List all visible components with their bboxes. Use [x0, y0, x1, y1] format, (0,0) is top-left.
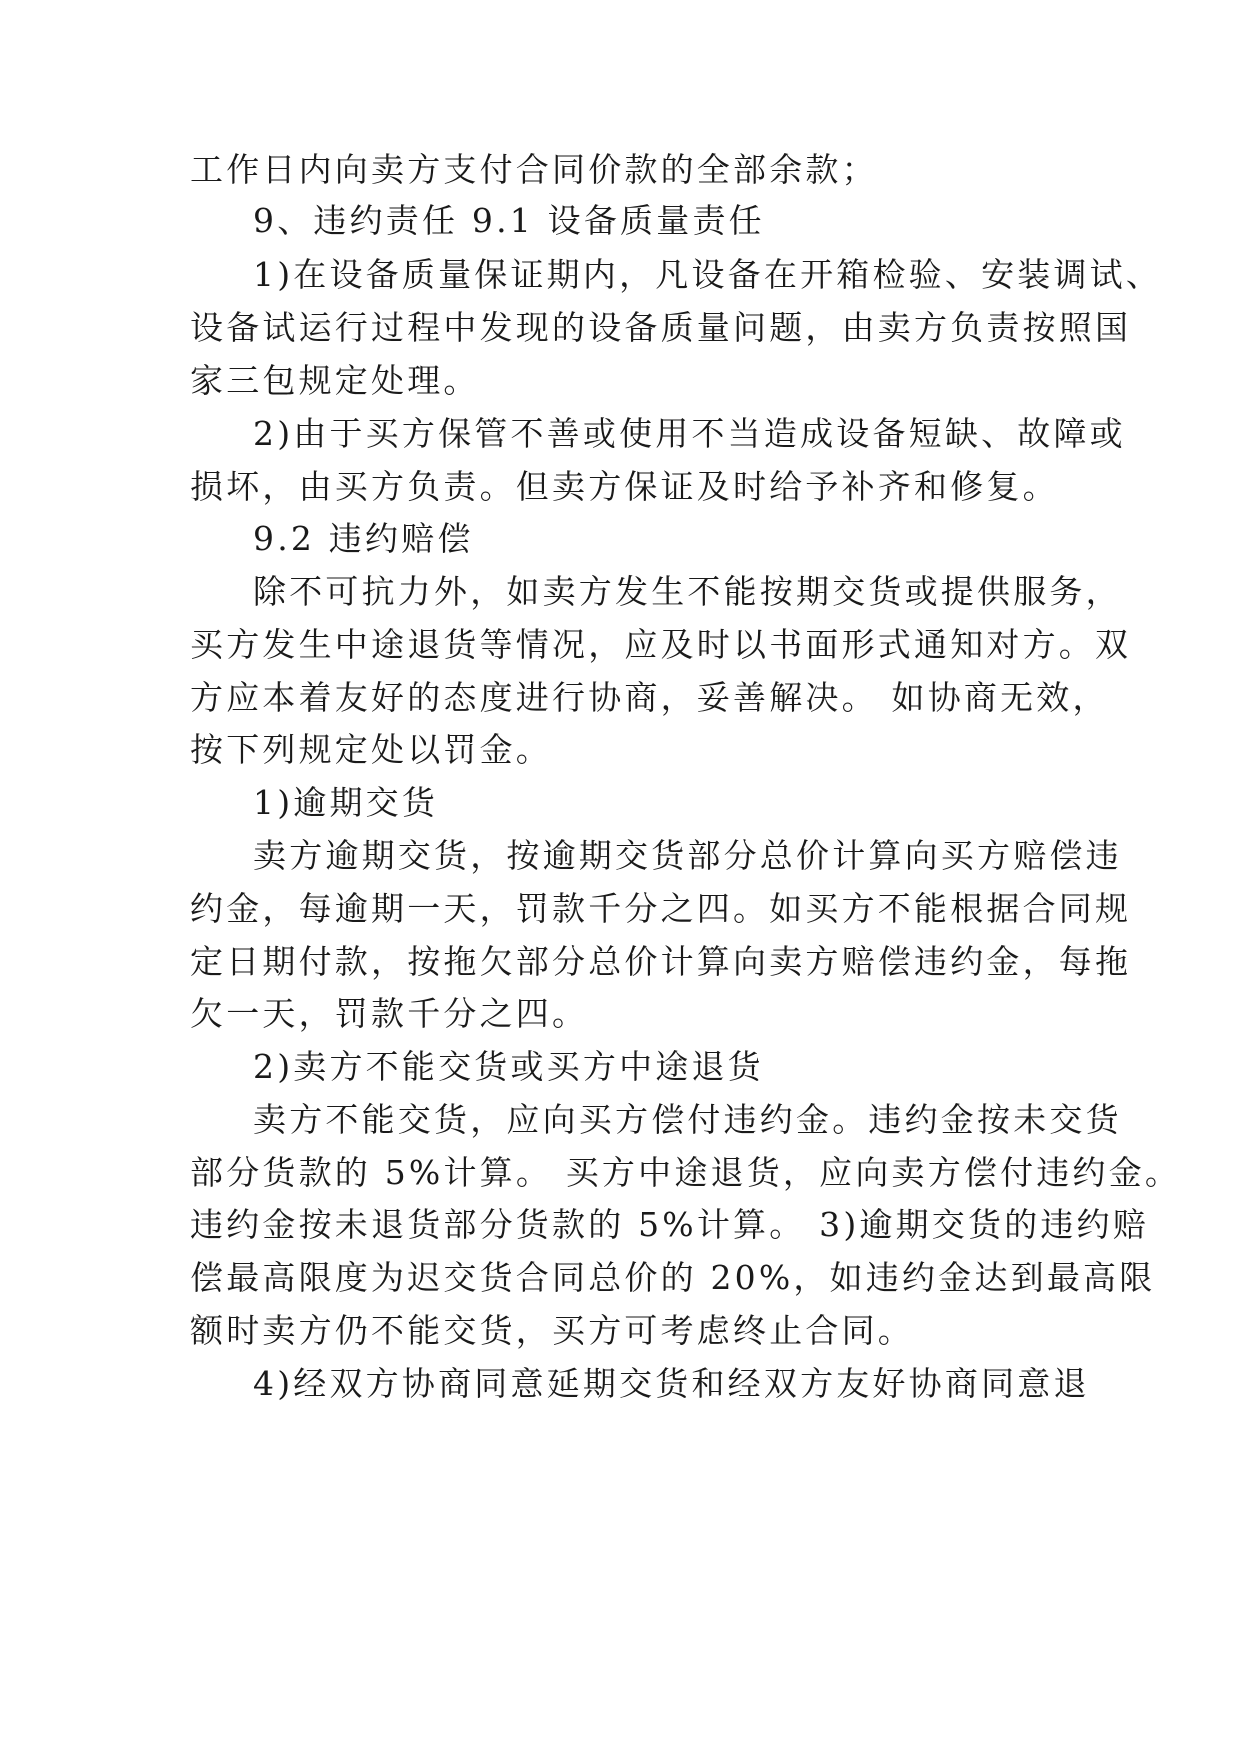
text-line-23: 额时卖方仍不能交货，买方可考虑终止合同。	[190, 1311, 914, 1350]
text-line-10: 买方发生中途退货等情况，应及时以书面形式通知对方。双	[190, 625, 1132, 664]
text-line-3: 1)在设备质量保证期内，凡设备在开箱检验、安装调试、	[253, 255, 1163, 294]
sub-heading-no-delivery: 2)卖方不能交货或买方中途退货	[253, 1047, 764, 1086]
text-line-12: 按下列规定处以罚金。	[190, 730, 552, 769]
text-line-6: 2)由于买方保管不善或使用不当造成设备短缺、故障或	[253, 414, 1126, 453]
text-line-5: 家三包规定处理。	[190, 361, 480, 400]
text-line-20: 部分货款的 5%计算。 买方中途退货，应向卖方偿付违约金。	[190, 1153, 1182, 1192]
text-line-9: 除不可抗力外，如卖方发生不能按期交货或提供服务，	[253, 572, 1122, 611]
text-line-16: 定日期付款，按拖欠部分总价计算向卖方赔偿违约金，每拖	[190, 942, 1132, 981]
text-line-17: 欠一天，罚款千分之四。	[190, 994, 589, 1033]
text-line-11: 方应本着友好的态度进行协商，妥善解决。 如协商无效，	[190, 678, 1109, 717]
text-line-14: 卖方逾期交货，按逾期交货部分总价计算向买方赔偿违	[253, 836, 1122, 875]
text-line-4: 设备试运行过程中发现的设备质量问题，由卖方负责按照国	[190, 308, 1132, 347]
text-line-22: 偿最高限度为迟交货合同总价的 20%，如违约金达到最高限	[190, 1258, 1156, 1297]
text-line-19: 卖方不能交货，应向买方偿付违约金。违约金按未交货	[253, 1100, 1122, 1139]
text-line-1: 工作日内向卖方支付合同价款的全部余款；	[190, 150, 878, 189]
text-line-7: 损坏，由买方负责。但卖方保证及时给予补齐和修复。	[190, 467, 1059, 506]
text-line-24: 4)经双方协商同意延期交货和经双方友好协商同意退	[253, 1364, 1090, 1403]
text-line-15: 约金，每逾期一天，罚款千分之四。如买方不能根据合同规	[190, 889, 1132, 928]
section-heading-9-2: 9.2 违约赔偿	[253, 519, 474, 558]
text-line-21: 违约金按未退货部分货款的 5%计算。 3)逾期交货的违约赔	[190, 1205, 1150, 1244]
section-heading-9: 9、违约责任 9.1 设备质量责任	[253, 201, 765, 240]
sub-heading-overdue-delivery: 1)逾期交货	[253, 783, 439, 822]
